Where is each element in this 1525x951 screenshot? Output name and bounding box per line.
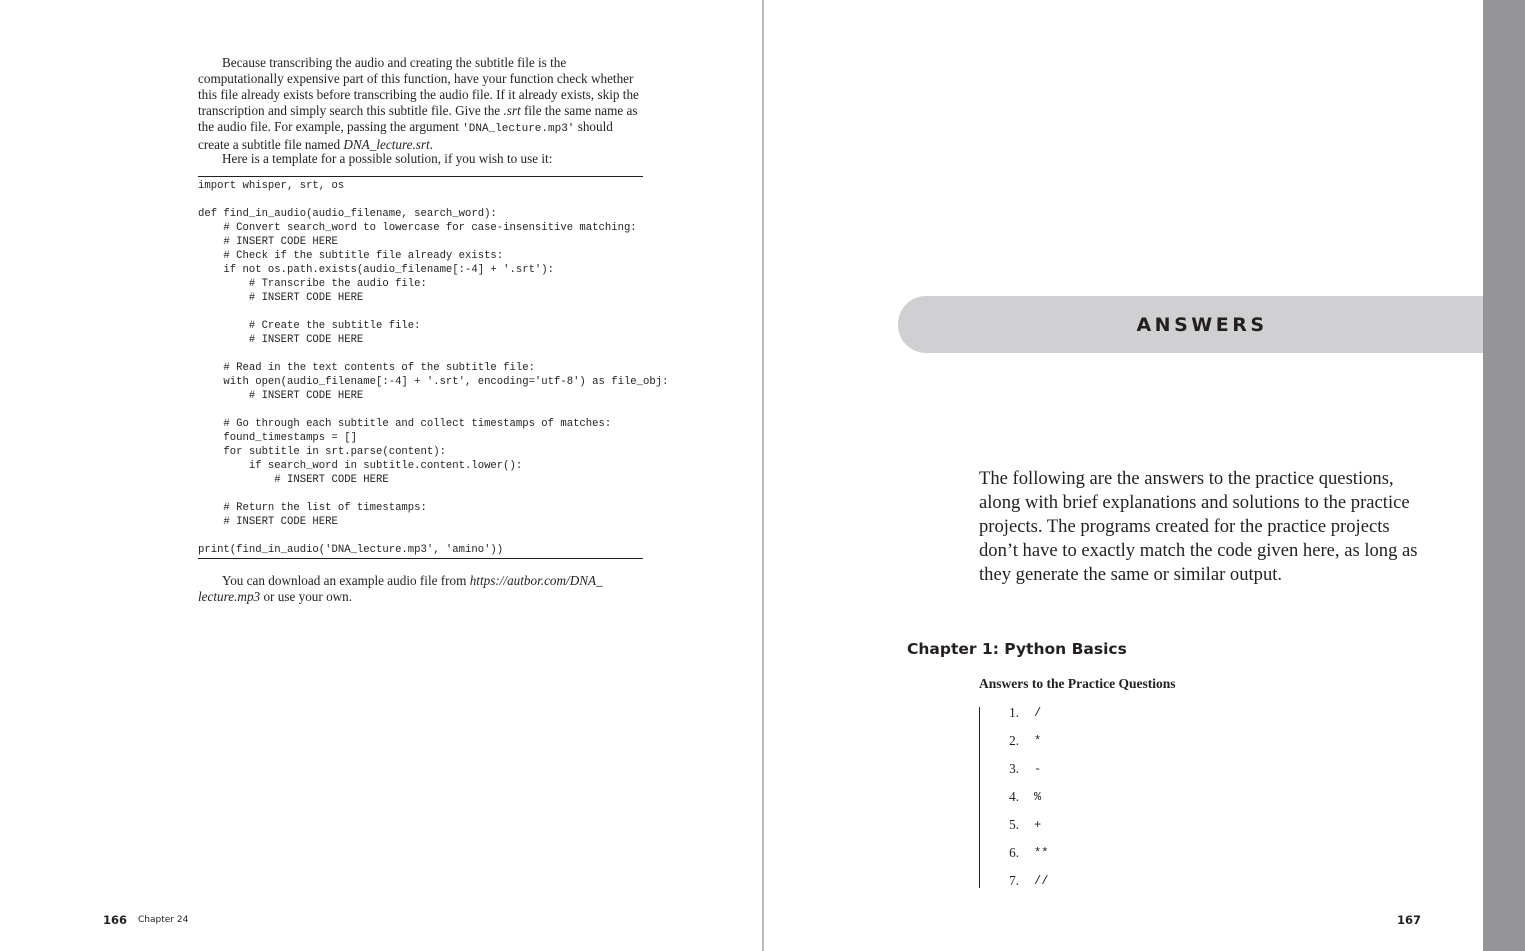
paragraph-text: .	[429, 137, 433, 152]
answer-value: *	[1034, 734, 1042, 748]
filename-srt: .srt	[503, 103, 521, 118]
page-edge-tab	[1483, 0, 1525, 951]
list-item	[994, 871, 1049, 899]
list-item	[994, 815, 1042, 843]
code-listing: import whisper, srt, os def find_in_audio(audio_filename, search_word): # Convert search_word to lowercase for case-insensitive matching: # INSERT CODE HERE # Check if the subtitle file already exists: if not os.path.exists(audio_filename[:-4] + '.srt'): # Transcribe the audio file: # INSERT CODE HERE # Create the subtitle file: # INSERT CODE HERE # Read in the text contents of the subtitle file: with open(audio_filename[:-4] + '.srt', encoding='utf-8') as file_obj: # INSERT CODE HERE # Go through each subtitle and collect timestamps of matches: found_timestamps = [] for subtitle in srt.parse(content): if search_word in subtitle.content.lower(): # INSERT CODE HERE # Return the list of timestamps: # INSERT CODE HERE print(find_in_audio('DNA_lecture.mp3', 'amino'))	[198, 180, 669, 556]
list-item	[994, 843, 1049, 871]
answer-number: 7.	[1009, 873, 1019, 888]
chapter-heading: Chapter 1: Python Basics	[907, 640, 1127, 658]
page-number-right: 167	[1397, 913, 1422, 927]
paragraph-text: You can download an example audio file from	[222, 573, 470, 588]
right-page	[764, 0, 1483, 951]
answer-number: 6.	[1009, 845, 1019, 860]
paragraph-text: file the same name as the audio file. For example, passing the argument	[198, 103, 638, 134]
answer-value: /	[1034, 706, 1042, 720]
intro-paragraph: The following are the answers to the practice questions, along with brief explanations and solutions to the practice projects. The programs created for the practice projects don’t have to exactly match the code given here, as long as they generate the same or similar output.	[979, 468, 1418, 585]
answer-number: 5.	[1009, 817, 1019, 832]
code-top-rule	[198, 176, 643, 177]
answer-number: 3.	[1009, 761, 1019, 776]
list-item	[994, 787, 1042, 815]
paragraph-text: Because transcribing the audio and creating the subtitle file is the computationally expensive part of this function, have your function check whether this file already exists before transcribing the audio file. If it already exists, skip the transcription and simply search this subtitle file. Give the	[198, 55, 639, 118]
body-paragraph-subtitle-check	[198, 55, 644, 153]
list-item	[994, 759, 1042, 787]
paragraph-text: or use your own.	[260, 589, 353, 604]
answers-side-rule	[979, 707, 980, 888]
answers-list	[994, 703, 1049, 899]
left-page	[0, 0, 762, 951]
running-head: Chapter 24	[138, 915, 189, 925]
answer-value: **	[1034, 846, 1049, 860]
list-item	[994, 703, 1042, 731]
answer-value: %	[1034, 790, 1042, 804]
chapter-title: ANSWERS	[1136, 314, 1268, 336]
page-number-left: 166	[103, 913, 128, 927]
answer-number: 4.	[1009, 789, 1019, 804]
answer-value: //	[1034, 874, 1049, 888]
download-url-link[interactable]: https://autbor.com/DNA_ lecture.mp3	[198, 573, 603, 604]
answer-number: 2.	[1009, 733, 1019, 748]
filename-dna-lecture-srt: DNA_lecture.srt	[343, 137, 430, 152]
download-paragraph	[198, 573, 638, 605]
answer-value: -	[1034, 762, 1042, 776]
list-item	[994, 731, 1042, 759]
template-intro-paragraph: Here is a template for a possible solution, if you wish to use it:	[222, 151, 553, 166]
sub-heading: Answers to the Practice Questions	[979, 676, 1176, 691]
inline-code-argument: 'DNA_lecture.mp3'	[462, 123, 575, 135]
answer-value: +	[1034, 818, 1042, 832]
paragraph-text: should create a subtitle file named	[198, 119, 613, 152]
answer-number: 1.	[1009, 705, 1019, 720]
code-bottom-rule	[198, 558, 643, 559]
